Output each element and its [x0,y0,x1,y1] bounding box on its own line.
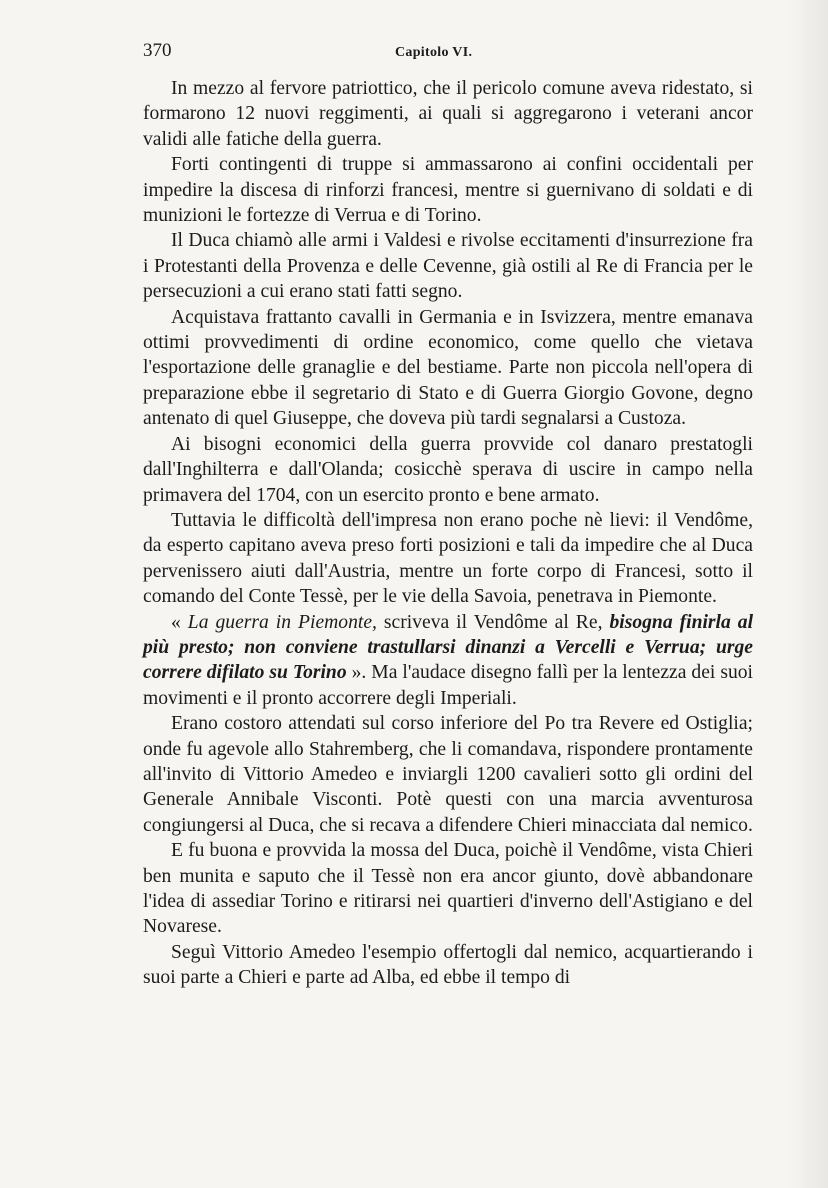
quote-italic-title: La guerra in Piemonte, [187,611,377,633]
paragraph: Forti contingenti di truppe si ammassarono ai confini occidentali per impedire la discesa di rinforzi francesi, mentre si guernivano di soldati e di munizioni le fortezze di Verrua e di Torino. [143,154,753,227]
paragraph: Acquistava frattanto cavalli in Germania e in Isvizzera, mentre emanava ottimi provvedimenti di ordine economico, come quello che vietava l'esportazione delle granaglie e del bestiame. Parte non piccola nell'opera di preparazione ebbe il segretario di Stato e di Guerra Giorgio Govone, degno antenato di quel Giuseppe, che doveva più tardi segnalarsi a Custoza. [143,306,753,430]
paragraph: Ai bisogni economici della guerra provvide col danaro prestatogli dall'Inghilterra e dall'Olanda; cosicchè sperava di uscire in campo nella primavera del 1704, con un esercito pronto e bene armato. [143,433,753,506]
body-text [143,76,753,991]
paragraph: E fu buona e provvida la mossa del Duca, poichè il Vendôme, vista Chieri ben munita e saputo che il Tessè non era ancor giunto, dovè abbandonare l'idea di assediar Torino e ritirarsi nei quartieri d'inverno dell'Astigiano e del Novarese. [143,840,753,938]
paragraph: Erano costoro attendati sul corso inferiore del Po tra Revere ed Ostiglia; onde fu agevole allo Stahremberg, che li comandava, rispondere prontamente all'invito di Vittorio Amedeo e inviargli 1200 cavalieri sotto gli ordini del Generale Annibale Visconti. Potè questi con una marcia avventurosa congiungersi al Duca, che si recava a difendere Chieri minacciata dal nemico. [143,713,753,836]
quote-followup: Ma l'audace disegno fallì per la lentezza dei suoi movimenti e il pronto accorrere degli Imperiali. [143,662,753,709]
page-edge-shadow [788,0,828,1188]
open-quote: « [171,611,188,633]
paragraph: In mezzo al fervore patriottico, che il pericolo comune aveva ridestato, si formarono 12 nuovi reggimenti, ai quali si aggregarono i veterani ancor validi alle fatiche della guerra. [143,78,753,150]
paragraph: Seguì Vittorio Amedeo l'esempio offertogli dal nemico, acquartierando i suoi parte a Chieri e parte ad Alba, ed ebbe il tempo di [143,941,753,989]
quote-italic-body: bisogna finirla al più presto; non conviene trastullarsi dinanzi a Vercelli e Verrua; urge correre difilato su Torino [143,611,754,684]
paragraph: Il Duca chiamò alle armi i Valdesi e rivolse eccitamenti d'insurrezione fra i Protestanti della Provenza e delle Cevenne, già ostili al Re di Francia per le persecuzioni a cui erano stati fatti segno. [143,230,753,303]
quote-text: scriveva il Vendôme al Re, [376,611,610,633]
chapter-title: Capitolo VI. [395,45,473,60]
quote-paragraph [143,610,753,712]
page-number: 370 [143,40,172,61]
close-quote: ». [346,662,367,684]
page-header [143,40,743,70]
paragraph: Tuttavia le difficoltà dell'impresa non erano poche nè lievi: il Vendôme, da esperto capitano aveva preso forti posizioni e tali da impedire che al Duca pervenissero aiuti dall'Austria, mentre un forte corpo di Francesi, sotto il comando del Conte Tessè, per le vie della Savoia, penetrava in Piemonte. [143,509,753,608]
